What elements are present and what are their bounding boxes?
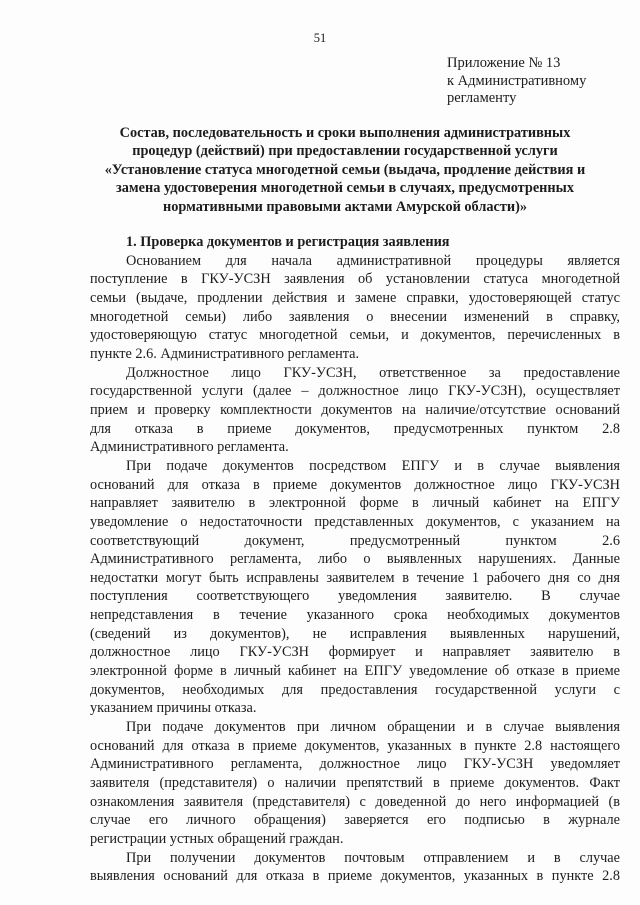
title-line: нормативными правовыми актами Амурской области)» bbox=[162, 198, 528, 215]
paragraph-line: оснований для отказа в приеме документов должностное лицо ГКУ-УСЗН bbox=[90, 476, 620, 493]
paragraph-line: соответствующий документ, предусмотренный пунктом 2.6 bbox=[90, 532, 620, 549]
title-line: процедур (действий) при предоставлении государственной услуги bbox=[132, 143, 558, 160]
paragraph bbox=[90, 718, 620, 849]
paragraph-line: При получении документов почтовым отправлением и в случае bbox=[126, 849, 620, 866]
paragraph-line: уведомление о недостаточности представленных документов, с указанием на bbox=[90, 513, 620, 530]
paragraph-line: указанием причины отказа. bbox=[90, 700, 257, 717]
paragraph-line: случае его личного обращения) заверяется его подписью в журнале bbox=[90, 812, 620, 829]
paragraph-line: выявления оснований для отказа в приеме документов, указанных в пункте 2.8 bbox=[90, 868, 620, 885]
paragraph bbox=[90, 457, 620, 718]
paragraph-line: ознакомления заявителя (представителя) с доведенной до него информацией (в bbox=[90, 793, 620, 810]
paragraph-line: для отказа в приеме документов, предусмотренных пунктом 2.8 bbox=[90, 420, 620, 437]
paragraph-line: пункте 2.6. Административного регламента. bbox=[90, 345, 360, 362]
document-title bbox=[80, 124, 610, 216]
paragraph-line: Основанием для начала административной процедуры является bbox=[126, 252, 620, 269]
paragraph-line: При подаче документов при личном обращении и в случае выявления bbox=[126, 719, 620, 736]
paragraph-line: Должностное лицо ГКУ-УСЗН, ответственное за предоставление bbox=[126, 364, 620, 381]
appendix-line: к Административному bbox=[447, 72, 587, 89]
paragraph-line: поступление в ГКУ-УСЗН заявления об установлении статуса многодетной bbox=[90, 271, 620, 288]
paragraph-line: многодетной семьи) либо заявления о внесении изменений в справку, bbox=[90, 308, 620, 325]
paragraph-line: Административного регламента, либо о выявленных нарушениях. Данные bbox=[90, 551, 620, 568]
title-line: «Установление статуса многодетной семьи (выдача, продление действия и bbox=[104, 161, 586, 178]
paragraph-line: регистрации устных обращений граждан. bbox=[90, 831, 344, 847]
paragraph-line: поступления соответствующего уведомления заявителю. В случае bbox=[90, 588, 620, 605]
paragraph-line: семьи (выдаче, продлении действия и замене справки, удостоверяющей статус bbox=[90, 289, 620, 306]
title-line: Состав, последовательность и сроки выполнения административных bbox=[119, 125, 571, 141]
paragraph-line: (сведений из документов), не исправления выявленных нарушений, bbox=[90, 625, 620, 642]
title-line: замена удостоверения многодетной семьи в случаях, предусмотренных bbox=[116, 180, 574, 197]
paragraph-line: направляет заявителю в электронной форме в личный кабинет на ЕПГУ bbox=[90, 495, 620, 512]
paragraph-line: должностное лицо ГКУ-УСЗН формирует и направляет заявителю в bbox=[90, 644, 620, 661]
paragraph-line: оснований для отказа в приеме документов, указанных в пункте 2.8 настоящего bbox=[90, 737, 620, 754]
appendix-line: Приложение № 13 bbox=[447, 55, 561, 71]
paragraph-line: заявителя (представителя) о наличии препятствий в приеме документов. Факт bbox=[90, 775, 620, 792]
paragraph-line: непредставления в течение указанного срока необходимых документов bbox=[90, 607, 620, 624]
appendix-line: регламенту bbox=[447, 90, 517, 106]
document-body bbox=[90, 233, 620, 886]
paragraph-line: Административного регламента, должностное лицо ГКУ-УСЗН уведомляет bbox=[90, 756, 620, 773]
paragraph-line: Административного регламента. bbox=[90, 439, 289, 456]
paragraph-line: электронной форме в личный кабинет на ЕПГУ уведомление об отказе в приеме bbox=[90, 663, 620, 680]
paragraph-line: недостатки могут быть исправлены заявителем в течение 1 рабочего дня со дня bbox=[90, 569, 620, 586]
paragraph-line: удостоверяющую статус многодетной семьи, и документов, перечисленных в bbox=[90, 327, 620, 344]
paragraph bbox=[90, 252, 620, 364]
paragraph-line: документов, необходимых для предоставления государственной услуги с bbox=[90, 681, 620, 698]
section-heading: 1. Проверка документов и регистрация заявления bbox=[126, 234, 450, 250]
appendix-reference bbox=[447, 55, 632, 108]
paragraph-line: государственной услуги (далее – должностное лицо ГКУ-УСЗН), осуществляет bbox=[90, 383, 620, 400]
page-number: 51 bbox=[313, 31, 327, 45]
paragraph-line: При подаче документов посредством ЕПГУ и в случае выявления bbox=[126, 457, 620, 474]
paragraph bbox=[90, 849, 620, 886]
paragraph bbox=[90, 364, 620, 457]
paragraph-line: прием и проверку комплектности документов на наличие/отсутствие оснований bbox=[90, 401, 620, 418]
